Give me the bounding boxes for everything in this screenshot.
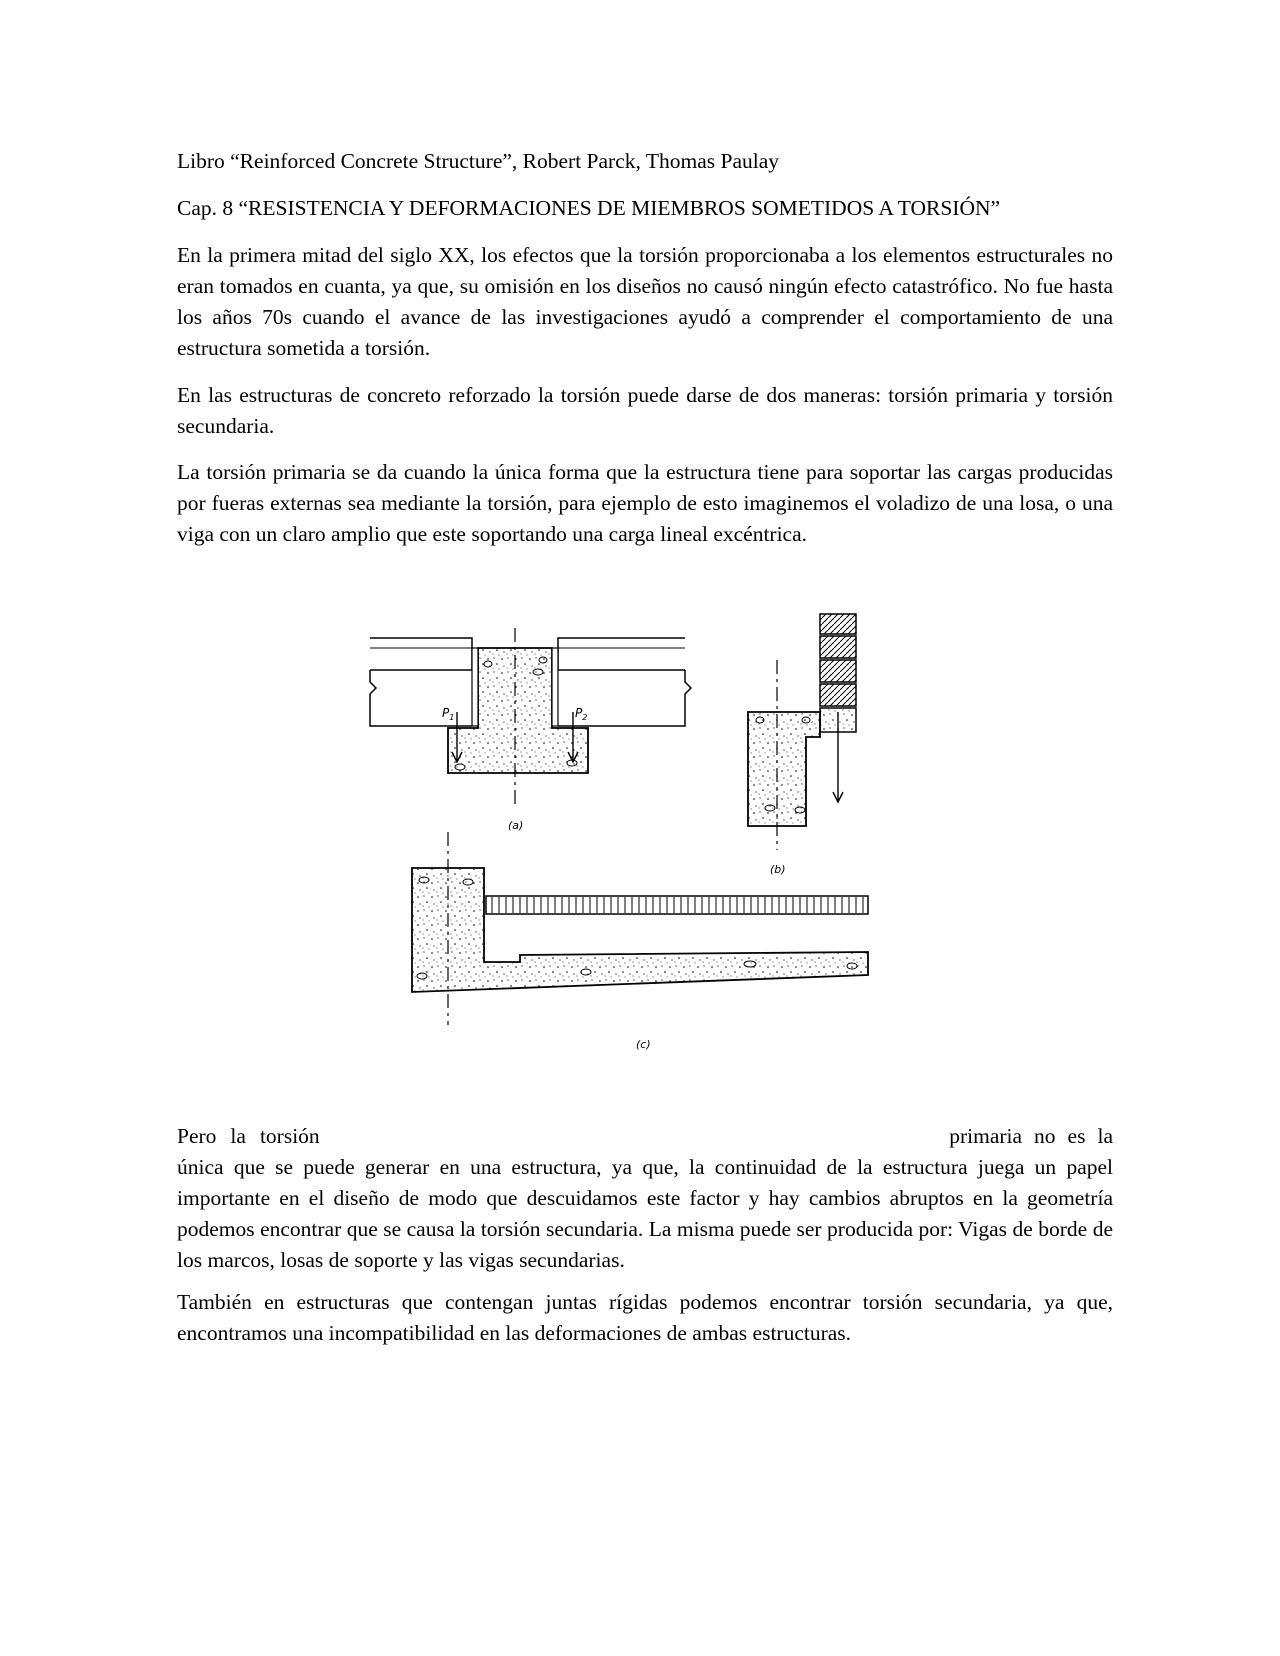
word: primaria bbox=[949, 1124, 1023, 1148]
paragraph-torsion-types: En las estructuras de concreto reforzado la torsión puede darse de dos maneras: torsión primaria y torsión secundaria. bbox=[177, 383, 1113, 438]
paragraph-secondary-torsion bbox=[177, 1121, 1113, 1276]
paragraph-primary-torsion: La torsión primaria se da cuando la única forma que la estructura tiene para soportar las cargas producidas por fueras externas sea mediante la torsión, para ejemplo de esto imaginemos el voladizo de una losa, o una viga con un claro amplio que este soportando una carga lineal excéntrica. bbox=[177, 460, 1113, 546]
word: torsión bbox=[259, 1124, 320, 1148]
word: la bbox=[1097, 1124, 1113, 1148]
load-p1-label: $P_1$ bbox=[442, 706, 455, 722]
book-reference: Libro “Reinforced Concrete Structure”, Robert Parck, Thomas Paulay bbox=[177, 149, 780, 173]
chapter-title: Cap. 8 “RESISTENCIA Y DEFORMACIONES DE MIEMBROS SOMETIDOS A TORSIÓN” bbox=[177, 196, 1001, 220]
label-b: (b) bbox=[770, 863, 786, 876]
diagram-b bbox=[748, 614, 856, 876]
label-c: (c) bbox=[636, 1038, 651, 1051]
diagram-c bbox=[412, 832, 868, 1051]
word: es bbox=[1067, 1124, 1086, 1148]
label-a: (a) bbox=[508, 819, 524, 832]
word: Pero bbox=[177, 1124, 217, 1148]
paragraph-intro: En la primera mitad del siglo XX, los efectos que la torsión proporcionaba a los elementos estructurales no eran tomados en cuanta, ya que, su omisión en los diseños no causó ningún efecto catastrófico. No fue hasta los años 70s cuando el avance de las investigaciones ayudó a comprender el comportamiento de una estructura sometida a torsión. bbox=[177, 243, 1113, 360]
word: la bbox=[230, 1124, 246, 1148]
load-p2-label: $P_2$ bbox=[575, 706, 588, 722]
torsion-diagram bbox=[360, 600, 940, 1100]
distributed-load bbox=[492, 897, 863, 913]
torsion-figure bbox=[360, 600, 940, 1100]
diagram-a bbox=[370, 628, 691, 832]
word: no bbox=[1034, 1124, 1056, 1148]
paragraph-first-line bbox=[177, 1121, 1113, 1152]
paragraph-body: única que se puede generar en una estructura, ya que, la continuidad de la estructura juega un papel importante en el diseño de modo que descuidamos este factor y hay cambios abruptos en la geometría podemos encontrar que se causa la torsión secundaria. La misma puede ser producida por: Vigas de borde de los marcos, losas de soporte y las vigas secundarias. bbox=[177, 1155, 1113, 1272]
paragraph-rigid-joints: También en estructuras que contengan juntas rígidas podemos encontrar torsión secundaria, ya que, encontramos una incompatibilidad en las deformaciones de ambas estructuras. bbox=[177, 1290, 1113, 1345]
